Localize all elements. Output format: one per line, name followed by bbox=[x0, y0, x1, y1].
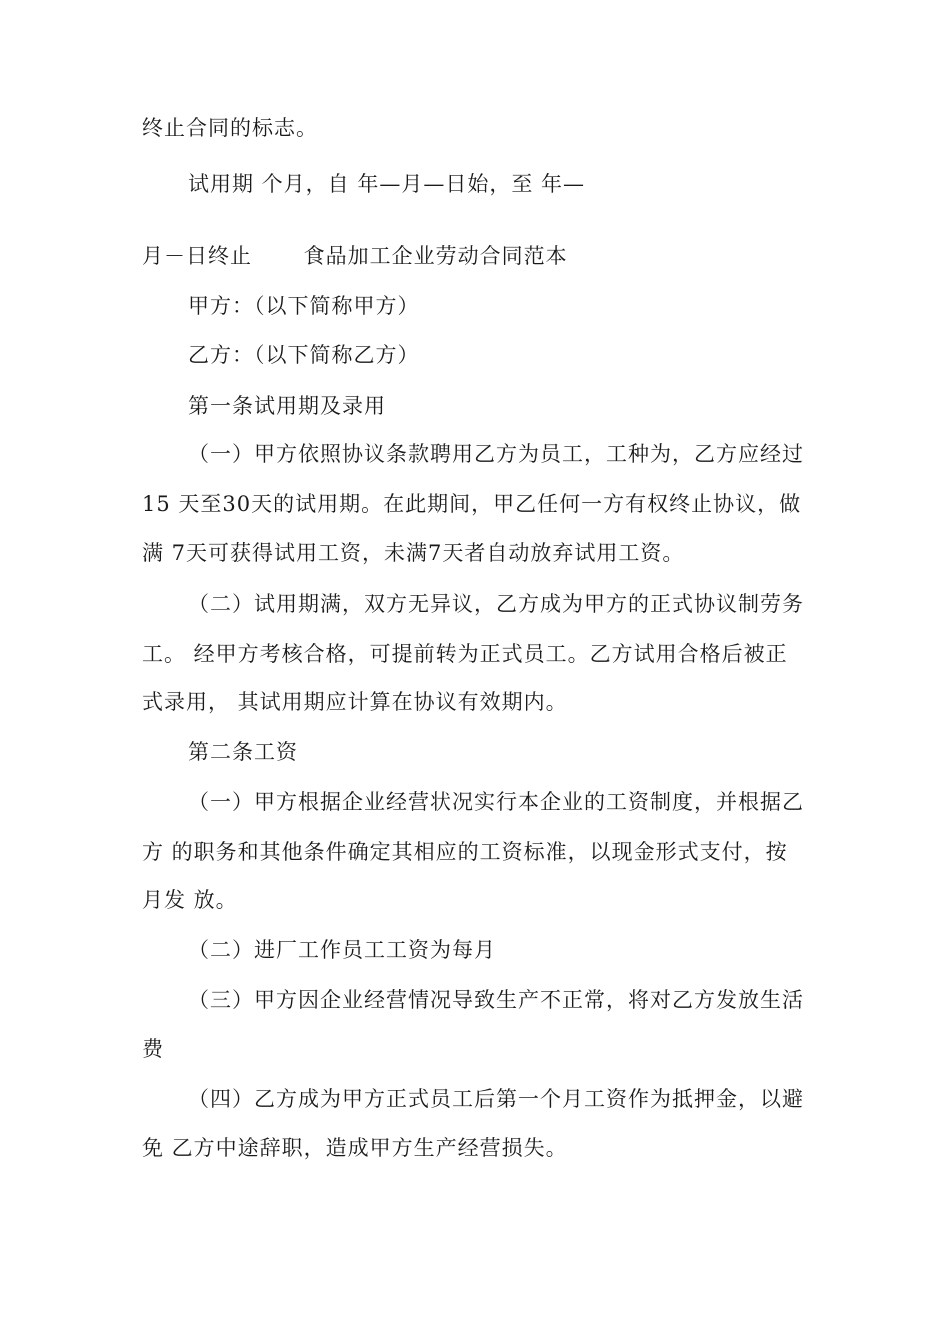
text-line: 免 乙方中途辞职，造成甲方生产经营损失。 bbox=[142, 1136, 568, 1160]
text-line: 方 的职务和其他条件确定其相应的工资标准，以现金形式支付，按 bbox=[142, 840, 788, 864]
text-line: 试用期 个月，自 年—月—日始，至 年— bbox=[188, 172, 586, 196]
text-line: 月－日终止 食品加工企业劳动合同范本 bbox=[142, 244, 568, 268]
text-line: （二）试用期满，双方无异议，乙方成为甲方的正式协议制劳务 bbox=[188, 592, 804, 616]
text-line: （一）甲方根据企业经营状况实行本企业的工资制度，并根据乙 bbox=[188, 790, 804, 814]
text-line: 月发 放。 bbox=[142, 888, 238, 912]
section-heading: 第二条工资 bbox=[188, 740, 298, 764]
text-line: 满 7天可获得试用工资，未满7天者自动放弃试用工资。 bbox=[142, 541, 685, 565]
text-line: 15 天至30天的试用期。在此期间，甲乙任何一方有权终止协议，做 bbox=[142, 492, 802, 516]
text-line: 乙方：（以下简称乙方） bbox=[188, 343, 420, 367]
text-line: 式录用， 其试用期应计算在协议有效期内。 bbox=[142, 690, 568, 714]
text-line: （四）乙方成为甲方正式员工后第一个月工资作为抵押金，以避 bbox=[188, 1087, 804, 1111]
text-line: （三）甲方因企业经营情况导致生产不正常，将对乙方发放生活 bbox=[188, 988, 804, 1012]
text-line: （二）进厂工作员工工资为每月 bbox=[188, 938, 496, 962]
text-line: 终止合同的标志。 bbox=[142, 116, 318, 140]
text-line: （一）甲方依照协议条款聘用乙方为员工，工种为，乙方应经过 bbox=[188, 442, 804, 466]
text-line: 工。 经甲方考核合格，可提前转为正式员工。乙方试用合格后被正 bbox=[142, 642, 788, 666]
text-line: 甲方：（以下简称甲方） bbox=[188, 294, 420, 318]
section-heading: 第一条试用期及录用 bbox=[188, 394, 386, 418]
text-line: 费 bbox=[142, 1037, 164, 1061]
